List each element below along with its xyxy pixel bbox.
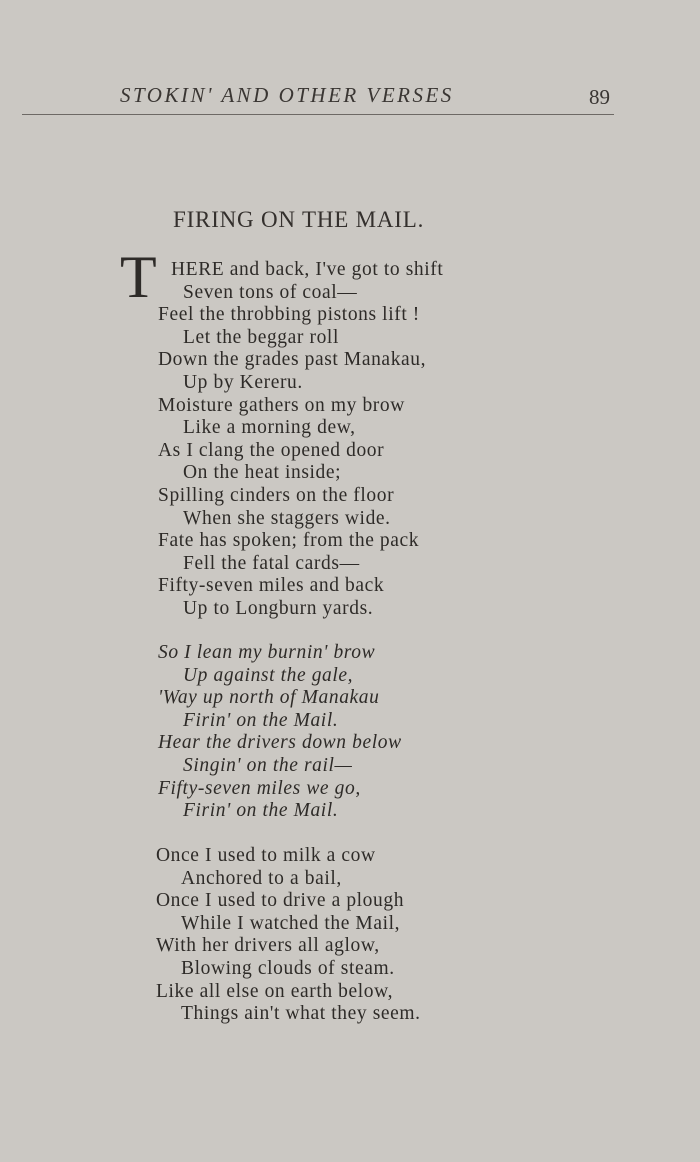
poem-line: So I lean my burnin' brow — [158, 642, 376, 663]
poem-line: Fate has spoken; from the pack — [158, 530, 420, 552]
poem-line: Anchored to a bail, — [181, 867, 342, 889]
running-title: STOKIN' AND OTHER VERSES — [120, 83, 454, 107]
poem-line: Once I used to milk a cow — [156, 845, 376, 866]
header-rule — [22, 114, 614, 115]
poem-line: While I watched the Mail, — [181, 912, 401, 934]
poem-line: Things ain't what they seem. — [181, 1003, 421, 1025]
poem-line: Spilling cinders on the floor — [158, 484, 395, 506]
poem-line: Hear the drivers down below — [158, 732, 402, 754]
poem-line: When she staggers wide. — [183, 507, 391, 529]
poem-line: Up by Kereru. — [183, 371, 303, 393]
poem-line: Up to Longburn yards. — [183, 597, 374, 619]
poem-title: FIRING ON THE MAIL. — [173, 207, 425, 232]
stanza — [158, 642, 402, 823]
poem-line: Once I used to drive a plough — [156, 890, 405, 912]
poem-line: Let the beggar roll — [183, 326, 339, 348]
poem-line: Fell the fatal cards— — [183, 552, 360, 574]
poem-line: Feel the throbbing pistons lift ! — [158, 304, 420, 326]
poem-line: On the heat inside; — [183, 462, 342, 484]
poem-line: Fifty-seven miles and back — [158, 575, 385, 597]
poem-line: 'Way up north of Manakau — [158, 687, 380, 709]
poem-line: HERE and back, I've got to shift — [171, 259, 444, 280]
stanza — [158, 259, 443, 621]
poem-line: Moisture gathers on my brow — [158, 394, 405, 416]
poem-line: Fifty-seven miles we go, — [158, 777, 361, 799]
stanza — [156, 845, 421, 1026]
drop-cap: T — [120, 244, 157, 310]
poem-line: Up against the gale, — [183, 664, 354, 686]
page-number: 89 — [589, 85, 610, 109]
poem-line: As I clang the opened door — [158, 439, 385, 461]
poem-line: Like all else on earth below, — [156, 980, 394, 1002]
poem-line: Blowing clouds of steam. — [181, 957, 395, 979]
poem-line: Down the grades past Manakau, — [158, 349, 427, 371]
poem-line: Firin' on the Mail. — [183, 709, 339, 731]
poem-line: Seven tons of coal— — [183, 281, 358, 303]
poem-line: Firin' on the Mail. — [183, 800, 339, 822]
poem-line: Singin' on the rail— — [183, 754, 353, 776]
poem-line: With her drivers all aglow, — [156, 935, 380, 957]
poem-line: Like a morning dew, — [183, 417, 356, 439]
